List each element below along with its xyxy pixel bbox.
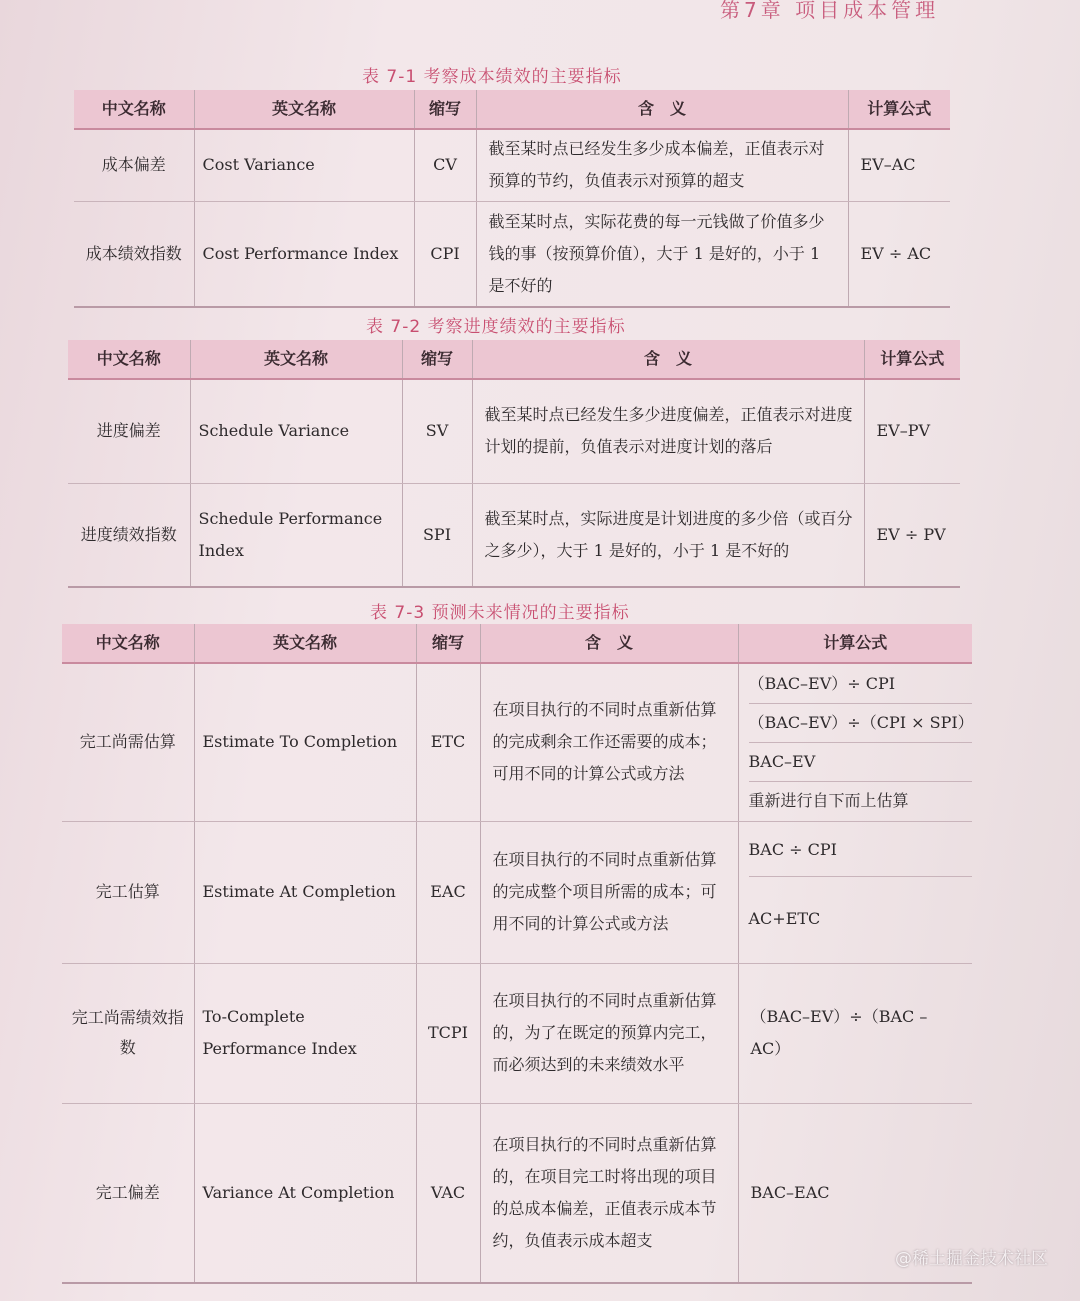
table-header-row [62, 624, 972, 663]
running-header: 第7章 项目成本管理 [720, 0, 940, 22]
col-header: 中文名称 [62, 624, 194, 663]
col-header: 缩写 [414, 90, 476, 129]
formula: EV–PV [864, 379, 960, 483]
cn-name: 进度偏差 [68, 379, 190, 483]
formula: BAC–EV [749, 743, 973, 782]
table-row [62, 1103, 972, 1283]
en-name: To-Complete Performance Index [194, 963, 416, 1103]
table-row [68, 483, 960, 587]
col-header: 缩写 [402, 340, 472, 379]
formula: AC+ETC [748, 908, 821, 928]
en-name: Cost Variance [194, 129, 414, 201]
col-header: 英文名称 [190, 340, 402, 379]
formula: EV ÷ AC [848, 201, 950, 307]
table-row [62, 963, 972, 1103]
table-row [68, 379, 960, 483]
table-row [74, 201, 950, 307]
cn-name: 成本绩效指数 [74, 201, 194, 307]
en-name: Schedule Performance Index [190, 483, 402, 587]
formula: EV ÷ PV [864, 483, 960, 587]
cn-name: 进度绩效指数 [68, 483, 190, 587]
abbreviation: VAC [416, 1103, 480, 1283]
en-name: Schedule Variance [190, 379, 402, 483]
meaning: 在项目执行的不同时点重新估算的完成整个项目所需的成本；可用不同的计算公式或方法 [480, 821, 738, 963]
abbreviation: EAC [416, 821, 480, 963]
en-name: Estimate At Completion [194, 821, 416, 963]
watermark: @稀土掘金技术社区 [895, 1249, 1048, 1269]
formula: （BAC–EV）÷ CPI [749, 665, 973, 704]
table-header-row [68, 340, 960, 379]
formula: BAC ÷ CPI [749, 824, 973, 877]
formula-cell [738, 821, 972, 963]
abbreviation: ETC [416, 663, 480, 821]
forecast-table [62, 624, 972, 1284]
cn-name: 完工偏差 [62, 1103, 194, 1283]
meaning: 在项目执行的不同时点重新估算的，为了在既定的预算内完工，而必须达到的未来绩效水平 [480, 963, 738, 1103]
cn-name: 完工尚需估算 [62, 663, 194, 821]
col-header: 含 义 [480, 624, 738, 663]
col-header: 缩写 [416, 624, 480, 663]
cn-name: 成本偏差 [74, 129, 194, 201]
col-header: 计算公式 [738, 624, 972, 663]
abbreviation: TCPI [416, 963, 480, 1103]
cn-name: 完工估算 [62, 821, 194, 963]
formula: （BAC–EV）÷（BAC – AC） [738, 963, 972, 1103]
col-header: 中文名称 [74, 90, 194, 129]
table-caption: 表 7-2 考察进度绩效的主要指标 [366, 317, 626, 337]
formula: EV–AC [848, 129, 950, 201]
meaning: 在项目执行的不同时点重新估算的，在项目完工时将出现的项目的总成本偏差，正值表示成本节约，负值表示成本超支 [480, 1103, 738, 1283]
col-header: 中文名称 [68, 340, 190, 379]
en-name: Cost Performance Index [194, 201, 414, 307]
meaning: 在项目执行的不同时点重新估算的完成剩余工作还需要的成本；可用不同的计算公式或方法 [480, 663, 738, 821]
en-name: Variance At Completion [194, 1103, 416, 1283]
formula: BAC–EAC [738, 1103, 972, 1283]
abbreviation: CPI [414, 201, 476, 307]
formula: 重新进行自下而上估算 [748, 790, 909, 810]
abbreviation: CV [414, 129, 476, 201]
formula-cell [738, 663, 972, 821]
col-header: 含 义 [476, 90, 848, 129]
col-header: 计算公式 [848, 90, 950, 129]
table-row [62, 663, 972, 821]
abbreviation: SPI [402, 483, 472, 587]
schedule-performance-table [68, 340, 960, 588]
meaning: 截至某时点已经发生多少成本偏差，正值表示对预算的节约，负值表示对预算的超支 [476, 129, 848, 201]
col-header: 计算公式 [864, 340, 960, 379]
formula: （BAC–EV）÷（CPI × SPI） [749, 704, 973, 743]
cost-performance-table [74, 90, 950, 308]
table-caption: 表 7-1 考察成本绩效的主要指标 [362, 67, 622, 87]
meaning: 截至某时点，实际进度是计划进度的多少倍（或百分之多少），大于 1 是好的，小于 1 是不好的 [472, 483, 864, 587]
table-row [62, 821, 972, 963]
meaning: 截至某时点，实际花费的每一元钱做了价值多少钱的事（按预算价值），大于 1 是好的，小于 1 是不好的 [476, 201, 848, 307]
col-header: 英文名称 [194, 624, 416, 663]
cn-name: 完工尚需绩效指数 [62, 963, 194, 1103]
en-name: Estimate To Completion [194, 663, 416, 821]
table-caption: 表 7-3 预测未来情况的主要指标 [370, 603, 630, 623]
meaning: 截至某时点已经发生多少进度偏差，正值表示对进度计划的提前，负值表示对进度计划的落后 [472, 379, 864, 483]
abbreviation: SV [402, 379, 472, 483]
col-header: 含 义 [472, 340, 864, 379]
col-header: 英文名称 [194, 90, 414, 129]
table-header-row [74, 90, 950, 129]
table-row [74, 129, 950, 201]
